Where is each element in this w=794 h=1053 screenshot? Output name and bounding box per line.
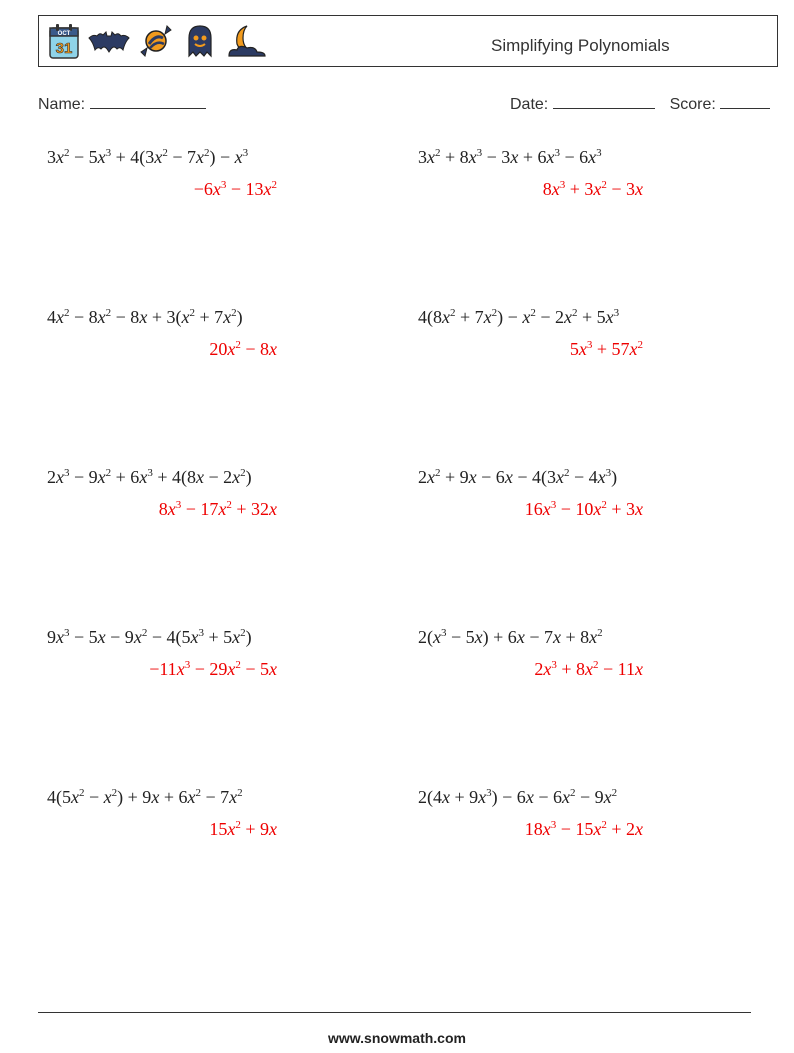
score-label: Score: [669,96,716,113]
problem-3: $4x^2 - 8x^2 - 8x + 3(x^2 + 7x^2)$ [47,307,243,327]
answer-3: $20x^2 - 8x$ [209,339,277,359]
answer-8: $2x^3 + 8x^2 - 11x$ [534,659,643,679]
answer-4: $5x^3 + 57x^2$ [569,339,643,359]
calendar-month: OCT [57,31,71,37]
problem-5: $2x^3 - 9x^2 + 6x^3 + 4(8x - 2x^2)$ [47,467,252,487]
halloween-icons [47,22,269,60]
ghost-icon [181,22,219,60]
problem-2: $3x^2 + 8x^3 - 3x + 6x^3 - 6x^3$ [418,147,602,167]
name-blank[interactable] [90,94,206,109]
problem-10: $2(4x + 9x^3) - 6x - 6x^2 - 9x^2$ [418,787,618,807]
calendar-day: 31 [55,40,73,57]
footer-website: www.snowmath.com [328,1030,466,1046]
name-label: Name: [38,96,86,113]
answer-1: $-6x^3 - 13x^2$ [193,179,277,199]
answer-9: $15x^2 + 9x$ [209,819,277,839]
calendar-icon [47,22,81,60]
moon-cloud-icon [225,22,269,60]
answer-10: $18x^3 - 15x^2 + 2x$ [524,819,643,839]
answer-2: $8x^3 + 3x^2 - 3x$ [542,179,643,199]
problem-8: $2(x^3 - 5x) + 6x - 7x + 8x^2$ [418,627,603,647]
worksheet-header [38,15,778,67]
answer-7: $-11x^3 - 29x^2 - 5x$ [149,659,277,679]
date-blank[interactable] [553,94,655,109]
worksheet-title: Simplifying Polynomials [491,36,670,55]
score-blank[interactable] [720,94,770,109]
answer-6: $16x^3 - 10x^2 + 3x$ [524,499,643,519]
problem-6: $2x^2 + 9x - 6x - 4(3x^2 - 4x^3)$ [418,467,618,487]
problem-4: $4(8x^2 + 7x^2) - x^2 - 2x^2 + 5x^3$ [418,307,620,327]
date-label: Date: [510,96,549,113]
problem-1: $3x^2 - 5x^3 + 4(3x^2 - 7x^2) - x^3$ [47,147,249,167]
bat-icon [87,22,131,60]
answer-5: $8x^3 - 17x^2 + 32x$ [158,499,277,519]
problem-9: $4(5x^2 - x^2) + 9x + 6x^2 - 7x^2$ [47,787,243,807]
candy-icon [137,22,175,60]
problem-7: $9x^3 - 5x - 9x^2 - 4(5x^3 + 5x^2)$ [47,627,252,647]
footer-divider [38,1012,751,1013]
date-score-fields [510,94,770,114]
name-field[interactable] [38,94,206,114]
